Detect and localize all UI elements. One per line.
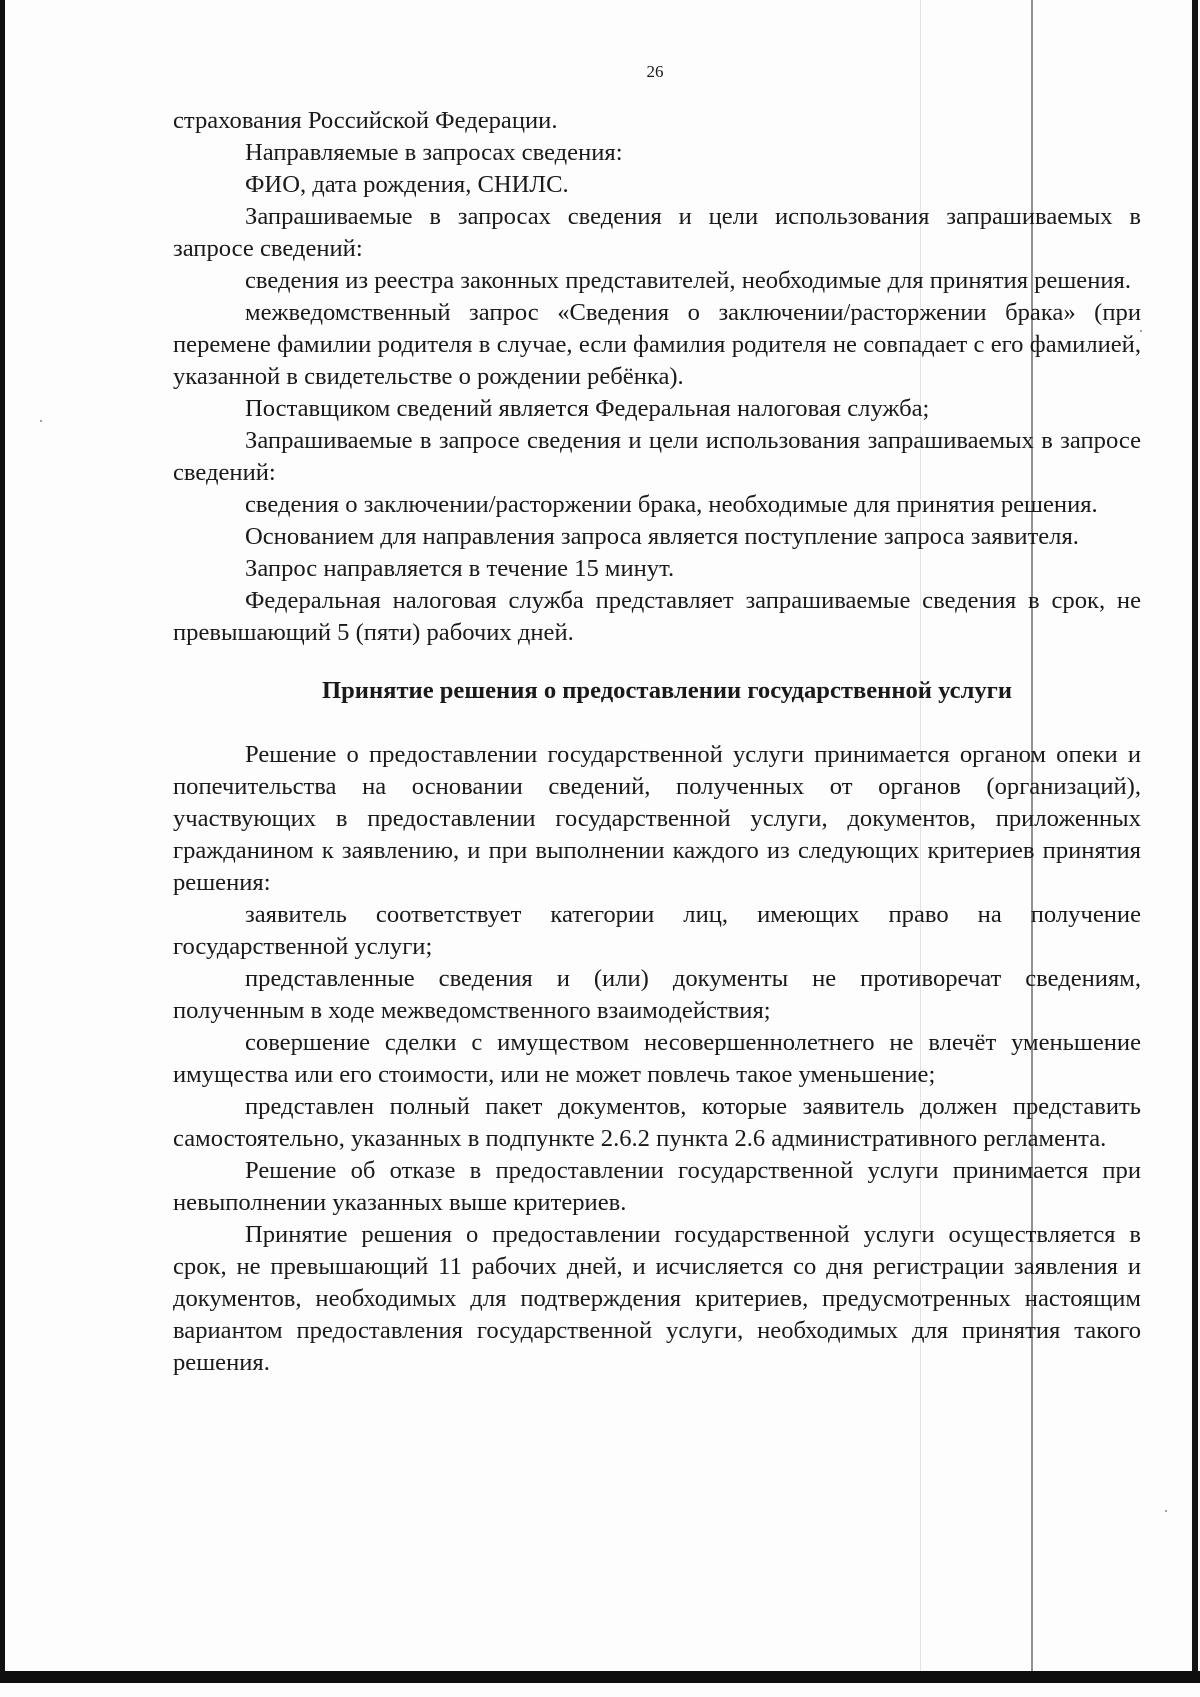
right-scan-border — [1192, 0, 1198, 1682]
paragraph: страхования Российской Федерации. — [173, 107, 558, 134]
scan-speck — [1165, 1510, 1167, 1512]
section-heading: Принятие решения о предоставлении государственной услуги — [321, 677, 1013, 704]
bottom-scan-border — [0, 1671, 1200, 1683]
paragraph: заявитель соответствует категории лиц, имеющих право на получение государственной услуги; — [173, 901, 1141, 960]
page-number: 26 — [646, 62, 664, 81]
paragraph: совершение сделки с имуществом несовершеннолетнего не влечёт уменьшение имущества или его стоимости, или не может повлечь такое уменьшение; — [173, 1029, 1141, 1088]
paragraph: Запрашиваемые в запросе сведения и цели использования запрашиваемых в запросе сведений: — [173, 427, 1141, 486]
paragraph: сведения из реестра законных представителей, необходимые для принятия решения. — [245, 267, 1132, 294]
paragraph: ФИО, дата рождения, СНИЛС. — [245, 171, 569, 198]
paragraph: Федеральная налоговая служба представляет запрашиваемые сведения в срок, не превышающий 5 (пяти) рабочих дней. — [173, 587, 1141, 646]
paragraph: Основанием для направления запроса является поступление запроса заявителя. — [245, 523, 1079, 550]
paragraph: представленные сведения и (или) документы не противоречат сведениям, полученным в ходе межведомственного взаимодействия; — [173, 965, 1141, 1024]
paragraph: Запрос направляется в течение 15 минут. — [245, 555, 675, 582]
paragraph: межведомственный запрос «Сведения о заключении/расторжении брака» (при перемене фамилии родителя в случае, если фамилия родителя не совпадает с его фамилией, указанной в свидетельстве о рождении ребёнка). — [173, 299, 1141, 390]
document-body — [173, 105, 1141, 1379]
paragraph: Решение об отказе в предоставлении государственной услуги принимается при невыполнении указанных выше критериев. — [173, 1157, 1141, 1216]
paragraph: Решение о предоставлении государственной услуги принимается органом опеки и попечительства на основании сведений, полученных от органов (организаций), участвующих в предоставлении государственной услуги, документов, приложенных гражданином к заявлению, и при выполнении каждого из следующих критериев принятия решения: — [173, 741, 1141, 896]
scan-speck — [40, 420, 42, 422]
paragraph: представлен полный пакет документов, которые заявитель должен представить самостоятельно, указанных в подпункте 2.6.2 пункта 2.6 административного регламента. — [173, 1093, 1141, 1152]
paragraph: сведения о заключении/расторжении брака, необходимые для принятия решения. — [245, 491, 1098, 518]
paragraph: Поставщиком сведений является Федеральная налоговая служба; — [245, 395, 930, 422]
paragraph: Запрашиваемые в запросах сведения и цели использования запрашиваемых в запросе сведений: — [173, 203, 1141, 262]
paragraph: Направляемые в запросах сведения: — [245, 139, 623, 166]
paragraph: Принятие решения о предоставлении государственной услуги осуществляется в срок, не превышающий 11 рабочих дней, и исчисляется со дня регистрации заявления и документов, необходимых для подтверждения критериев, предусмотренных настоящим вариантом предоставления государственной услуги, необходимых для принятия такого решения. — [173, 1221, 1141, 1376]
left-scan-border — [0, 0, 5, 1680]
